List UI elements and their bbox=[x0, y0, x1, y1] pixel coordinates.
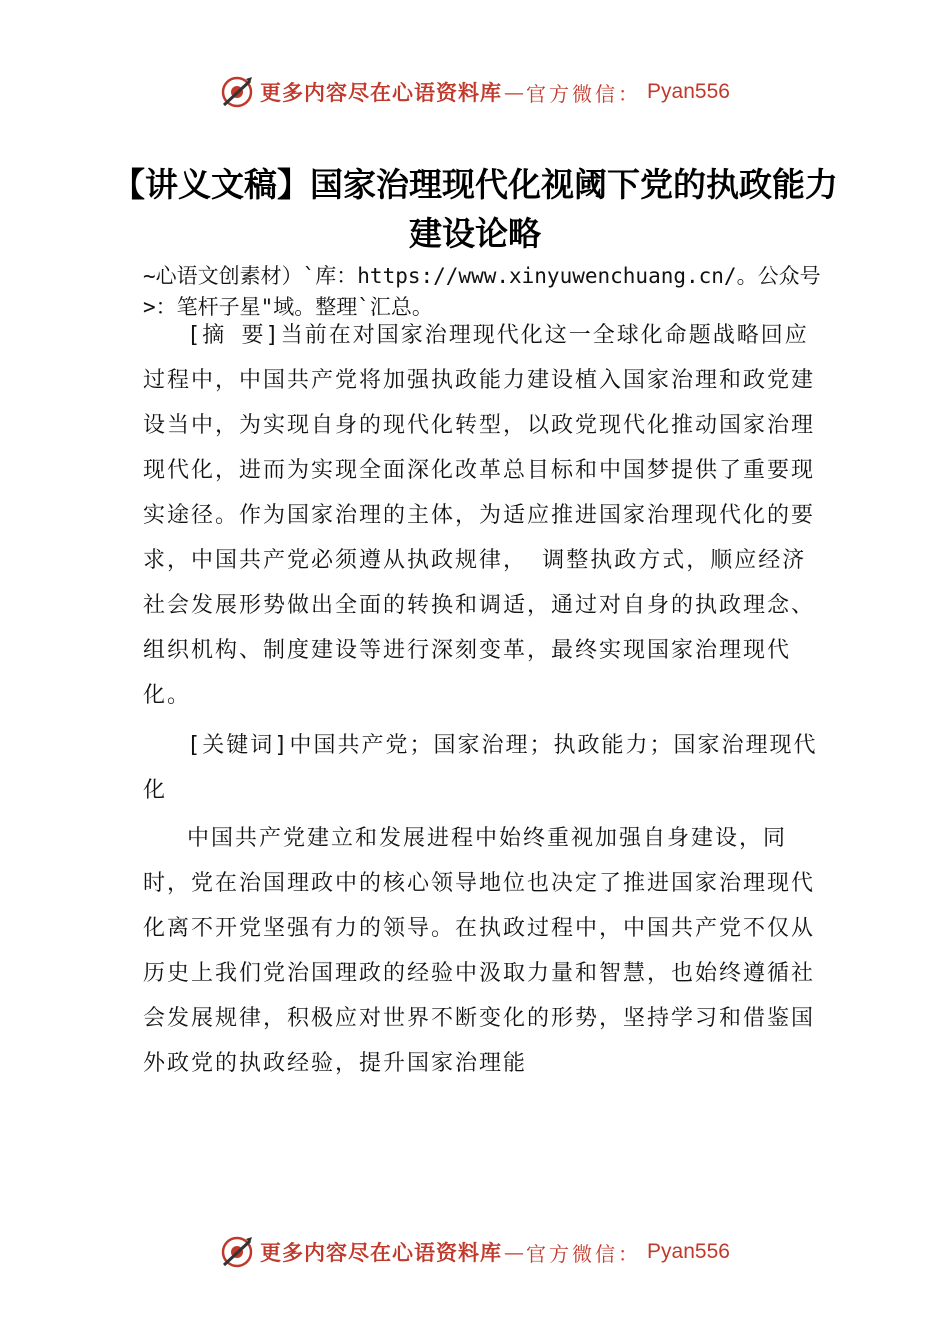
banner-separator: — bbox=[504, 80, 525, 104]
banner-wechat-label: 官方微信： bbox=[526, 1241, 642, 1266]
source-line: ~心语文创素材）`库：https://www.xinyuwenchuang.cn/。公众号>：笔杆子星"域。整理`汇总。 bbox=[143, 264, 821, 319]
abstract-paragraph: [摘 要]当前在对国家治理现代化这一全球化命题战略回应过程中，中国共产党将加强执政能力建设植入国家治理和政党建设当中，为实现自身的现代化转型，以政党现代化推动国家治理现代化，进而为实现全面深化改革总目标和中国梦提供了重要现实途径。作为国家治理的主体，为适应推进国家治理现代化的要求，中国共产党必须遵从执政规律， 调整执政方式，顺应经济社会发展形势做出全面的转换和调适，通过对自身的执政理念、组织机构、制度建设等进行深刻变革，最终实现国家治理现代化。 bbox=[143, 323, 816, 708]
banner-text: 更多内容尽在心语资料库 bbox=[260, 1240, 503, 1265]
keywords-paragraph: [关键词]中国共产党；国家治理；执政能力；国家治理现代化 bbox=[143, 733, 818, 803]
banner-wechat-id: Pyan556 bbox=[647, 1240, 730, 1263]
brand-logo-icon bbox=[220, 75, 254, 109]
banner-separator: — bbox=[504, 1240, 525, 1264]
document-title: 【讲义文稿】国家治理现代化视阈下党的执政能力建设论略 bbox=[112, 165, 838, 253]
body-paragraph: 中国共产党建立和发展进程中始终重视加强自身建设，同时，党在治国理政中的核心领导地位也决定了推进国家治理现代化离不开党坚强有力的领导。在执政过程中，中国共产党不仅从历史上我们党治国理政的经验中汲取力量和智慧，也始终遵循社会发展规律，积极应对世界不断变化的形势，坚持学习和借鉴国外政党的执政经验，提升国家治理能 bbox=[143, 826, 816, 1076]
footer-banner bbox=[0, 1230, 950, 1274]
header-banner bbox=[0, 70, 950, 114]
banner-wechat-id: Pyan556 bbox=[647, 80, 730, 103]
banner-text: 更多内容尽在心语资料库 bbox=[260, 80, 503, 105]
banner-wechat-label: 官方微信： bbox=[526, 81, 642, 106]
brand-logo-icon bbox=[220, 1235, 254, 1269]
document-body bbox=[143, 313, 818, 1086]
